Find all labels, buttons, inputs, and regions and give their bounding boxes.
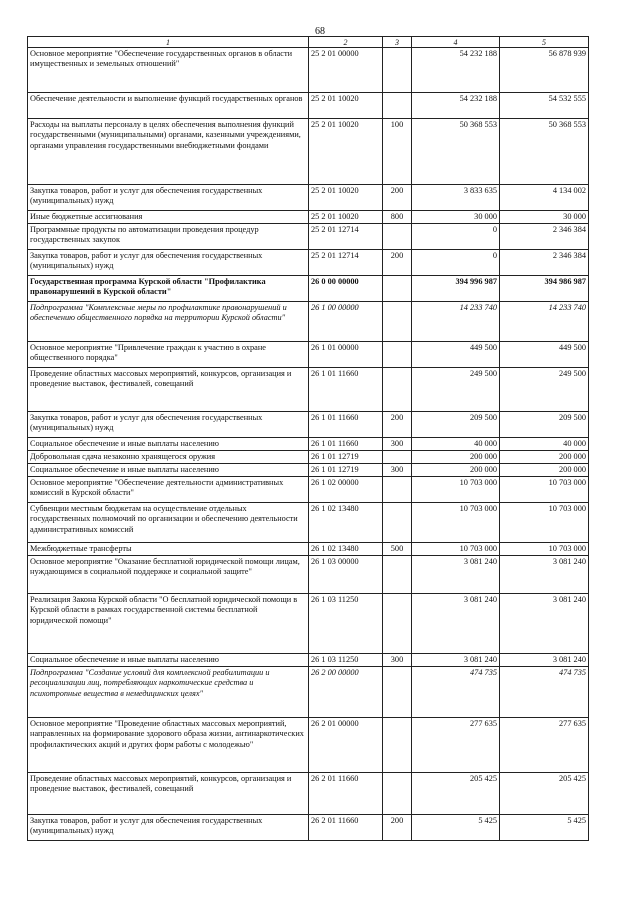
table-row — [28, 93, 589, 119]
row-name-cell: Государственная программа Курской области "Профилактика правонарушений в Курской области" — [28, 276, 309, 302]
row-amount-year2-cell: 205 425 — [500, 773, 589, 815]
row-code-cell: 25 2 01 12714 — [309, 250, 383, 276]
table-row — [28, 773, 589, 815]
row-code-cell: 26 1 01 12719 — [309, 464, 383, 477]
table-row — [28, 477, 589, 503]
row-code-cell: 26 1 00 00000 — [309, 302, 383, 342]
row-name-cell: Субвенции местным бюджетам на осуществление отдельных государственных полномочий по организации и обеспечению деятельности административных комиссий — [28, 503, 309, 543]
row-code-cell: 26 2 01 11660 — [309, 773, 383, 815]
row-code-cell: 26 2 01 00000 — [309, 718, 383, 773]
row-amount-year2-cell: 10 703 000 — [500, 477, 589, 503]
row-amount-year2-cell: 2 346 384 — [500, 224, 589, 250]
table-row — [28, 412, 589, 438]
row-amount-year1-cell: 10 703 000 — [412, 477, 500, 503]
table-row — [28, 594, 589, 654]
row-amount-year2-cell: 40 000 — [500, 438, 589, 451]
row-name-cell: Проведение областных массовых мероприятий, конкурсов, организация и проведение выставок, фестивалей, совещаний — [28, 368, 309, 412]
row-code-cell: 26 1 02 13480 — [309, 543, 383, 556]
row-amount-year1-cell: 394 996 987 — [412, 276, 500, 302]
row-amount-year2-cell: 209 500 — [500, 412, 589, 438]
row-name-cell: Социальное обеспечение и иные выплаты населению — [28, 438, 309, 451]
row-expense-type-cell: 200 — [383, 412, 412, 438]
row-name-cell: Закупка товаров, работ и услуг для обеспечения государственных (муниципальных) нужд — [28, 185, 309, 211]
row-amount-year2-cell: 5 425 — [500, 815, 589, 841]
row-code-cell: 26 1 03 11250 — [309, 654, 383, 667]
row-amount-year1-cell: 54 232 188 — [412, 48, 500, 93]
budget-table — [27, 36, 589, 841]
row-amount-year1-cell: 30 000 — [412, 211, 500, 224]
table-row — [28, 250, 589, 276]
row-code-cell: 26 2 00 00000 — [309, 667, 383, 718]
page-number: 68 — [315, 26, 325, 37]
row-amount-year2-cell: 3 081 240 — [500, 654, 589, 667]
row-amount-year2-cell: 30 000 — [500, 211, 589, 224]
row-name-cell: Подпрограмма "Комплексные меры по профилактике правонарушений и обеспечению общественного порядка на территории Курской области" — [28, 302, 309, 342]
table-row — [28, 667, 589, 718]
row-code-cell: 26 1 03 11250 — [309, 594, 383, 654]
row-amount-year2-cell: 10 703 000 — [500, 503, 589, 543]
table-row — [28, 556, 589, 594]
row-code-cell: 25 2 01 10020 — [309, 93, 383, 119]
row-amount-year2-cell: 54 532 555 — [500, 93, 589, 119]
row-amount-year2-cell: 249 500 — [500, 368, 589, 412]
row-expense-type-cell — [383, 594, 412, 654]
row-amount-year1-cell: 54 232 188 — [412, 93, 500, 119]
row-expense-type-cell — [383, 718, 412, 773]
row-expense-type-cell: 500 — [383, 543, 412, 556]
table-row — [28, 815, 589, 841]
row-name-cell: Закупка товаров, работ и услуг для обеспечения государственных (муниципальных) нужд — [28, 412, 309, 438]
row-amount-year1-cell: 40 000 — [412, 438, 500, 451]
row-code-cell: 25 2 01 10020 — [309, 119, 383, 185]
row-amount-year1-cell: 449 500 — [412, 342, 500, 368]
row-amount-year2-cell: 4 134 002 — [500, 185, 589, 211]
row-code-cell: 26 1 01 12719 — [309, 451, 383, 464]
row-code-cell: 26 1 02 00000 — [309, 477, 383, 503]
row-expense-type-cell — [383, 276, 412, 302]
row-expense-type-cell — [383, 503, 412, 543]
row-amount-year1-cell: 205 425 — [412, 773, 500, 815]
column-number-2: 2 — [309, 37, 383, 48]
row-amount-year2-cell: 56 878 939 — [500, 48, 589, 93]
row-amount-year1-cell: 209 500 — [412, 412, 500, 438]
row-expense-type-cell — [383, 667, 412, 718]
row-expense-type-cell — [383, 368, 412, 412]
row-name-cell: Социальное обеспечение и иные выплаты населению — [28, 464, 309, 477]
row-expense-type-cell: 300 — [383, 438, 412, 451]
row-expense-type-cell — [383, 556, 412, 594]
row-code-cell: 26 1 01 11660 — [309, 412, 383, 438]
column-number-3: 3 — [383, 37, 412, 48]
table-row — [28, 654, 589, 667]
row-amount-year2-cell: 3 081 240 — [500, 594, 589, 654]
row-amount-year1-cell: 3 081 240 — [412, 556, 500, 594]
row-name-cell: Проведение областных массовых мероприятий, конкурсов, организация и проведение выставок, фестивалей, совещаний — [28, 773, 309, 815]
row-name-cell: Добровольная сдача незаконно хранящегося оружия — [28, 451, 309, 464]
row-amount-year2-cell: 14 233 740 — [500, 302, 589, 342]
row-expense-type-cell: 100 — [383, 119, 412, 185]
row-name-cell: Реализация Закона Курской области "О бесплатной юридической помощи в Курской области в рамках государственной системы бесплатной юридической помощи" — [28, 594, 309, 654]
row-name-cell: Основное мероприятие "Обеспечение государственных органов в области имущественных и земельных отношений" — [28, 48, 309, 93]
row-expense-type-cell — [383, 93, 412, 119]
row-amount-year2-cell: 200 000 — [500, 464, 589, 477]
table-row — [28, 342, 589, 368]
row-amount-year1-cell: 0 — [412, 250, 500, 276]
row-expense-type-cell — [383, 773, 412, 815]
row-amount-year2-cell: 474 735 — [500, 667, 589, 718]
row-name-cell: Основное мероприятие "Привлечение граждан к участию в охране общественного порядка" — [28, 342, 309, 368]
row-amount-year1-cell: 14 233 740 — [412, 302, 500, 342]
row-expense-type-cell — [383, 477, 412, 503]
row-expense-type-cell: 200 — [383, 250, 412, 276]
row-expense-type-cell: 200 — [383, 185, 412, 211]
row-code-cell: 26 2 01 11660 — [309, 815, 383, 841]
row-code-cell: 26 1 01 11660 — [309, 368, 383, 412]
row-code-cell: 25 2 01 00000 — [309, 48, 383, 93]
row-code-cell: 26 1 03 00000 — [309, 556, 383, 594]
row-name-cell: Основное мероприятие "Оказание бесплатной юридической помощи лицам, нуждающимся в социальной поддержке и социальной защите" — [28, 556, 309, 594]
row-amount-year1-cell: 5 425 — [412, 815, 500, 841]
column-number-4: 4 — [412, 37, 500, 48]
budget-table-body — [28, 37, 589, 841]
row-code-cell: 26 1 02 13480 — [309, 503, 383, 543]
row-code-cell: 25 2 01 12714 — [309, 224, 383, 250]
row-expense-type-cell: 800 — [383, 211, 412, 224]
row-code-cell: 26 1 01 00000 — [309, 342, 383, 368]
row-amount-year2-cell: 449 500 — [500, 342, 589, 368]
row-expense-type-cell — [383, 342, 412, 368]
row-amount-year1-cell: 3 081 240 — [412, 594, 500, 654]
row-name-cell: Закупка товаров, работ и услуг для обеспечения государственных (муниципальных) нужд — [28, 250, 309, 276]
table-row — [28, 464, 589, 477]
row-amount-year1-cell: 200 000 — [412, 464, 500, 477]
row-amount-year1-cell: 0 — [412, 224, 500, 250]
row-amount-year1-cell: 277 635 — [412, 718, 500, 773]
column-number-header-row — [28, 37, 589, 48]
row-amount-year2-cell: 200 000 — [500, 451, 589, 464]
row-expense-type-cell: 300 — [383, 464, 412, 477]
table-row — [28, 503, 589, 543]
table-row — [28, 543, 589, 556]
row-amount-year1-cell: 3 833 635 — [412, 185, 500, 211]
row-code-cell: 26 0 00 00000 — [309, 276, 383, 302]
row-amount-year2-cell: 2 346 384 — [500, 250, 589, 276]
row-amount-year1-cell: 10 703 000 — [412, 503, 500, 543]
row-expense-type-cell: 300 — [383, 654, 412, 667]
row-code-cell: 26 1 01 11660 — [309, 438, 383, 451]
row-name-cell: Расходы на выплаты персоналу в целях обеспечения выполнения функций государственными (муниципальными) органами, казенными учреждениями, органами управления государственными внебюджетными фондами — [28, 119, 309, 185]
table-row — [28, 48, 589, 93]
column-number-5: 5 — [500, 37, 589, 48]
row-amount-year1-cell: 249 500 — [412, 368, 500, 412]
row-amount-year2-cell: 50 368 553 — [500, 119, 589, 185]
row-name-cell: Программные продукты по автоматизации проведения процедур государственных закупок — [28, 224, 309, 250]
row-expense-type-cell — [383, 451, 412, 464]
row-name-cell: Основное мероприятие "Проведение областных массовых мероприятий, направленных на формирование здорового образа жизни, антинаркотических профилактических акций и других форм работы с молодежью" — [28, 718, 309, 773]
row-amount-year1-cell: 474 735 — [412, 667, 500, 718]
row-name-cell: Закупка товаров, работ и услуг для обеспечения государственных (муниципальных) нужд — [28, 815, 309, 841]
row-amount-year1-cell: 10 703 000 — [412, 543, 500, 556]
row-name-cell: Основное мероприятие "Обеспечение деятельности административных комиссий в Курской области" — [28, 477, 309, 503]
row-amount-year1-cell: 200 000 — [412, 451, 500, 464]
row-code-cell: 25 2 01 10020 — [309, 185, 383, 211]
row-name-cell: Межбюджетные трансферты — [28, 543, 309, 556]
table-row — [28, 718, 589, 773]
row-amount-year2-cell: 277 635 — [500, 718, 589, 773]
table-row — [28, 185, 589, 211]
table-row — [28, 451, 589, 464]
row-expense-type-cell — [383, 224, 412, 250]
table-row — [28, 368, 589, 412]
table-row — [28, 119, 589, 185]
table-row — [28, 224, 589, 250]
table-row — [28, 211, 589, 224]
row-amount-year2-cell: 394 986 987 — [500, 276, 589, 302]
column-number-1: 1 — [28, 37, 309, 48]
row-expense-type-cell — [383, 302, 412, 342]
table-row — [28, 276, 589, 302]
row-expense-type-cell — [383, 48, 412, 93]
row-name-cell: Иные бюджетные ассигнования — [28, 211, 309, 224]
row-amount-year1-cell: 50 368 553 — [412, 119, 500, 185]
row-amount-year2-cell: 3 081 240 — [500, 556, 589, 594]
row-code-cell: 25 2 01 10020 — [309, 211, 383, 224]
row-name-cell: Обеспечение деятельности и выполнение функций государственных органов — [28, 93, 309, 119]
row-name-cell: Социальное обеспечение и иные выплаты населению — [28, 654, 309, 667]
row-expense-type-cell: 200 — [383, 815, 412, 841]
table-row — [28, 302, 589, 342]
row-name-cell: Подпрограмма "Создание условий для комплексной реабилитации и ресоциализации лиц, потребляющих наркотические средства и психотропные вещества в немедицинских целях" — [28, 667, 309, 718]
table-row — [28, 438, 589, 451]
row-amount-year1-cell: 3 081 240 — [412, 654, 500, 667]
row-amount-year2-cell: 10 703 000 — [500, 543, 589, 556]
